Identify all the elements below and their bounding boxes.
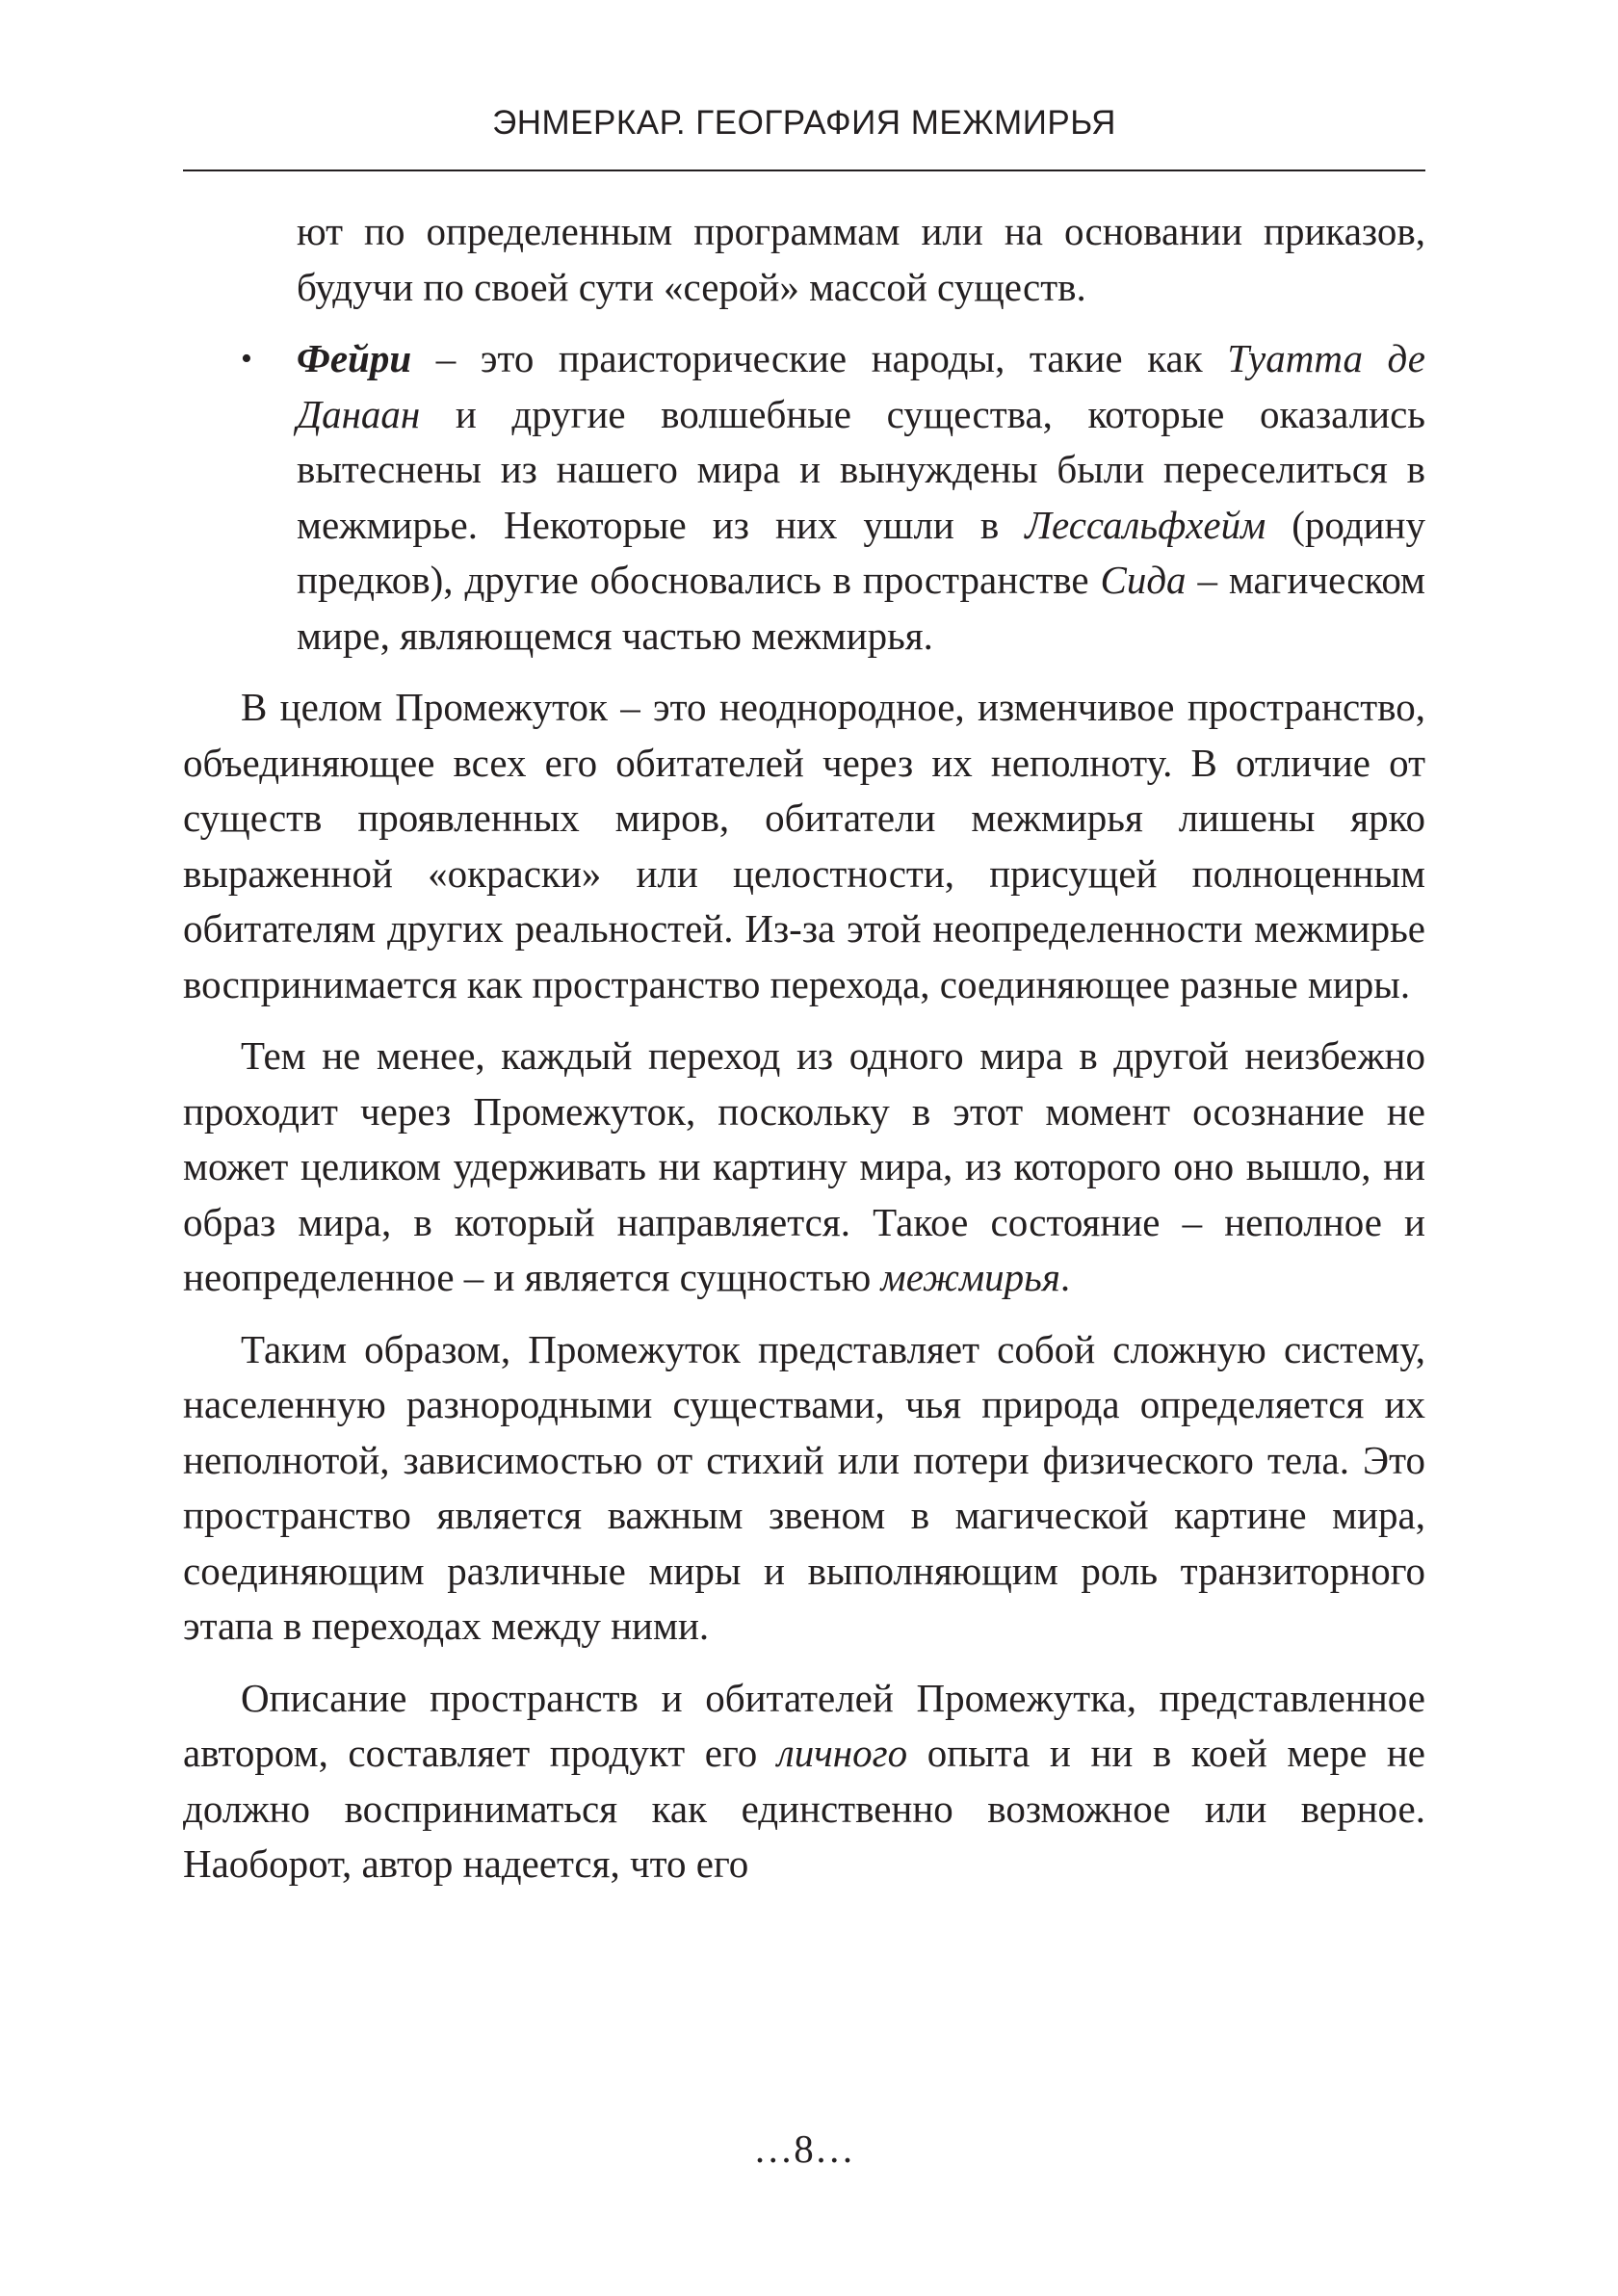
paragraph-2-emphasis: межмирья <box>880 1255 1060 1299</box>
bullet-name-lessalfheim: Лессальфхейм <box>1025 502 1266 547</box>
page-body <box>183 204 1425 1892</box>
paragraph-2-end: . <box>1059 1255 1071 1299</box>
continued-bullet-text: ют по определенным программам или на основании приказов, будучи по своей сути «серой» массой существ. <box>297 209 1425 309</box>
bullet-item-feiri <box>183 331 1425 664</box>
bullet-text-2: и другие волшебные существа, которые оказались вытеснены из нашего мира и вынуждены были переселиться в межмирье. Некоторые из них ушли в <box>297 391 1425 547</box>
page-number: …8… <box>753 2126 855 2171</box>
paragraph-4-emphasis: личного <box>776 1731 908 1775</box>
paragraph-4-text: Описание пространств и обитателей Промежутка, представленное автором, составляет продукт его <box>183 1675 1425 1775</box>
bullet-list <box>183 331 1425 664</box>
bullet-name-tuatha: Туатта де Данаан <box>297 336 1425 436</box>
bullet-name-sida: Сида <box>1100 558 1187 602</box>
paragraph-2-text: Тем не менее, каждый переход из одного мира в другой неизбежно проходит через Промежуток, поскольку в этот момент осознание не может целиком удерживать ни картину мира, из которого оно вышло, ни образ мира, в который направляется. Такое состояние – неполное и неопределенное – и является сущностью <box>183 1033 1425 1299</box>
running-header: ЭНМЕРКАР. ГЕОГРАФИЯ МЕЖМИРЬЯ <box>492 104 1116 142</box>
paragraph-3: Таким образом, Промежуток представляет собой сложную систему, населенную разнородными существами, чья природа определяется их неполнотой, зависимостью от стихий или потери физического тела. Это пространство является важным звеном в магической картине мира, соединяющим различные миры и выполняющим роль транзиторного этапа в переходах между ними. <box>183 1326 1425 1648</box>
paragraph-4 <box>183 1671 1425 1892</box>
bullet-text-4: – магическом мире, являющемся частью межмирья. <box>297 558 1425 658</box>
header-rule <box>183 170 1425 171</box>
paragraph-1: В целом Промежуток – это неоднородное, изменчивое пространство, объединяющее всех его обитателей через их неполноту. В отличие от существ проявленных миров, обитатели межмирья лишены ярко выраженной «окраски» или целостности, присущей полноценным обитателям других реальностей. Из-за этой неопределенности межмирье воспринимается как пространство перехода, соединяющее разные миры. <box>183 685 1425 1006</box>
bullet-icon: • <box>241 341 252 377</box>
bullet-text-1: – это праисторические народы, такие как <box>411 336 1228 380</box>
bullet-term: Фейри <box>297 336 412 380</box>
paragraph-4-end: опыта и ни в коей мере не должно восприниматься как единственно возможное или верное. Наоборот, автор надеется, что его <box>183 1731 1425 1886</box>
paragraph-2 <box>183 1029 1425 1306</box>
bullet-text-3: (родину предков), другие обосновались в пространстве <box>297 502 1425 602</box>
